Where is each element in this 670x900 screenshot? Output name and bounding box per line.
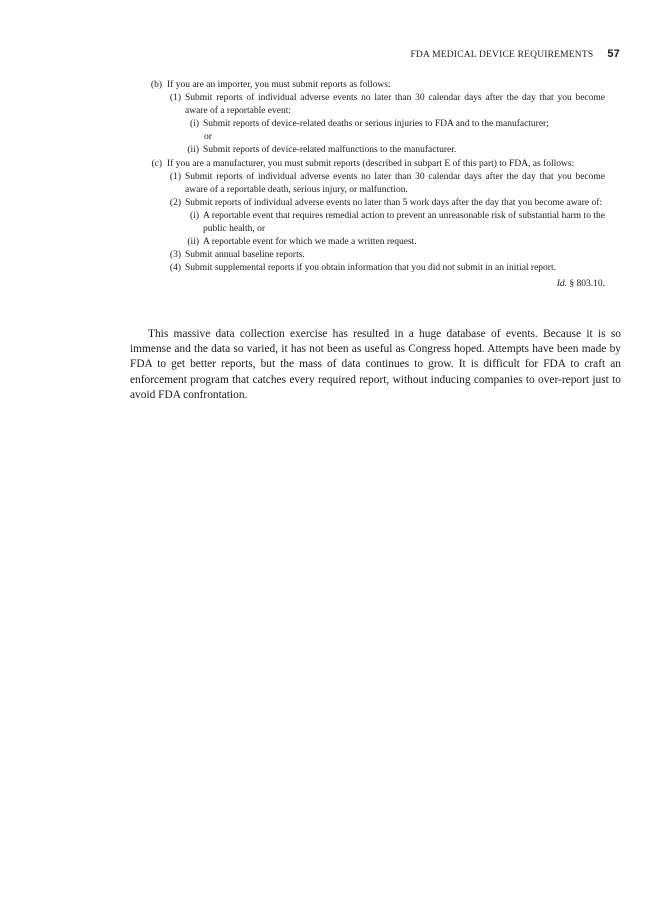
item-text: Submit reports of individual adverse events no later than 5 work days after the day that you become aware of:: [185, 197, 603, 208]
item-label: (1): [169, 93, 181, 104]
clause-c-2: [148, 197, 605, 210]
clause-c-3: [148, 249, 605, 262]
subitem-label: (ii): [187, 145, 199, 156]
clause-b: [148, 79, 605, 92]
clause-c-2-i: [148, 210, 605, 236]
clause-c: [148, 158, 605, 171]
clause-c-4: [148, 262, 605, 275]
item-text: Submit supplemental reports if you obtain information that you did not submit in an initial report.: [185, 263, 556, 274]
block-quote-regulation: [148, 79, 605, 292]
connector-or: or: [204, 132, 212, 143]
running-title: FDA MEDICAL DEVICE REQUIREMENTS: [410, 50, 594, 60]
item-label: (1): [169, 171, 181, 182]
subitem-text: A reportable event that requires remedial action to prevent an unreasonable risk of substantial harm to the public health, or: [203, 210, 605, 235]
subitem-text: A reportable event for which we made a written request.: [203, 237, 417, 248]
clause-label: (b): [150, 80, 162, 90]
item-label: (2): [169, 197, 181, 208]
subitem-label: (i): [190, 210, 199, 221]
clause-b-1-i: [148, 118, 605, 131]
citation: [148, 278, 605, 291]
clause-c-1: [148, 171, 605, 197]
running-header: [120, 48, 620, 60]
clause-text: If you are an importer, you must submit reports as follows:: [167, 80, 391, 90]
clause-b-1-ii: [148, 144, 605, 157]
clause-b-1: [148, 92, 605, 118]
item-label: (3): [169, 250, 181, 261]
item-text: Submit reports of individual adverse events no later than 30 calendar days after the day that you become aware of a reportable event:: [185, 93, 605, 117]
clause-c-2-ii: [148, 236, 605, 249]
subitem-label: (i): [190, 119, 199, 130]
page-number: 57: [607, 48, 620, 60]
item-label: (4): [169, 263, 181, 274]
subitem-text: Submit reports of device-related malfunctions to the manufacturer.: [203, 145, 457, 156]
item-text: Submit reports of individual adverse events no later than 30 calendar days after the day that you become aware of a reportable death, serious injury, or malfunction.: [185, 171, 605, 195]
clause-label: (c): [151, 158, 162, 169]
citation-id: Id.: [556, 279, 567, 290]
item-text: Submit annual baseline reports.: [185, 250, 305, 261]
body-paragraph: This massive data collection exercise has resulted in a huge database of events. Because it is so immense and the data so varied, it has not been as useful as Congress hoped. Attempts have been made by FDA to get better reports, but the mass of data continues to grow. It is difficult for FDA to craft an enforcement program that catches every required report, without inducing companies to over-report just to avoid FDA confrontation.: [130, 328, 621, 401]
clause-text: If you are a manufacturer, you must submit reports (described in subpart E of this part) to FDA, as follows:: [167, 158, 575, 169]
citation-section: § 803.10.: [569, 279, 605, 290]
subitem-label: (ii): [187, 237, 199, 248]
subitem-text: Submit reports of device-related deaths or serious injuries to FDA and to the manufacturer;: [203, 119, 549, 130]
